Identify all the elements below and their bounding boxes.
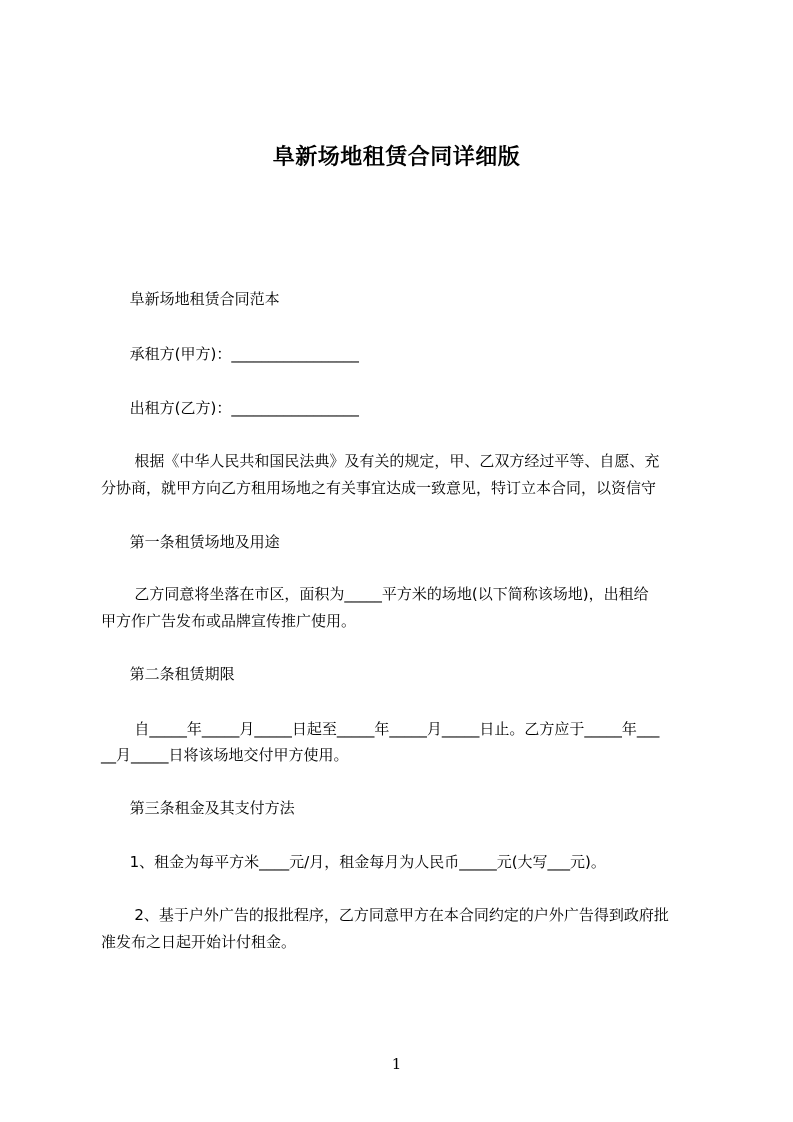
document-title: 阜新场地租赁合同详细版 — [272, 145, 521, 170]
article-2-heading: 第二条租赁期限 — [101, 665, 235, 683]
article-2-line-1: 自_____年_____月_____日起至_____年_____月_____日止。乙方应于_____年___ — [101, 720, 660, 738]
lessee-party-a: 承租方(甲方)：_________________ — [101, 345, 359, 363]
page-number: 1 — [391, 1055, 402, 1073]
article-1-line-1: 乙方同意将坐落在市区，面积为_____平方米的场地(以下简称该场地)，出租给 — [101, 585, 649, 603]
lessor-party-b: 出租方(乙方)：_________________ — [101, 399, 359, 417]
preamble-line-2: 分协商，就甲方向乙方租用场地之有关事宜达成一致意见，特订立本合同，以资信守 — [101, 479, 657, 497]
article-3-clause-2-line-2: 准发布之日起开始计付租金。 — [101, 933, 297, 951]
article-1-line-2: 甲方作广告发布或品牌宣传推广使用。 — [101, 612, 357, 630]
article-3-clause-2-line-1: 2、基于户外广告的报批程序，乙方同意甲方在本合同约定的户外广告得到政府批 — [101, 906, 669, 924]
article-1-heading: 第一条租赁场地及用途 — [101, 533, 280, 551]
preamble-line-1: 根据《中华人民共和国民法典》及有关的规定，甲、乙双方经过平等、自愿、充 — [101, 452, 660, 470]
article-3-heading: 第三条租金及其支付方法 — [101, 799, 295, 817]
article-3-clause-1: 1、租金为每平方米____元/月，租金每月为人民币_____元(大写___元)。 — [101, 853, 606, 871]
article-2-line-2: __月_____日将该场地交付甲方使用。 — [101, 746, 349, 764]
contract-template-name: 阜新场地租赁合同范本 — [101, 290, 280, 308]
